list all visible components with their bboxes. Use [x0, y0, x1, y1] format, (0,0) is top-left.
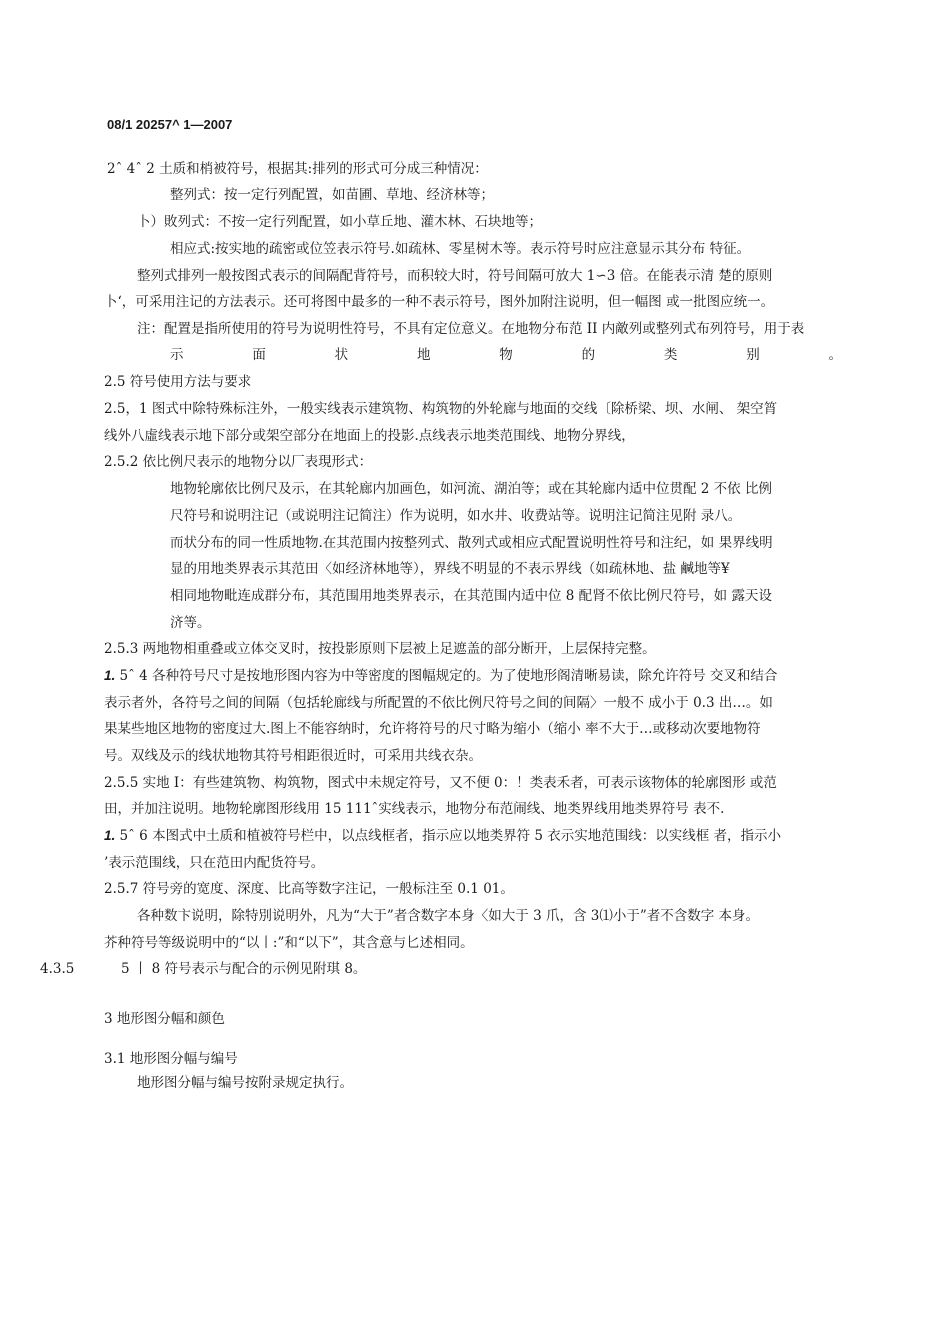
paragraph-line: 地形图分幅与编号按附录规定执行。 — [137, 1075, 353, 1091]
section-heading: 3 地形图分幅和颜色 — [104, 1011, 225, 1027]
spread-char: 状 — [334, 347, 349, 363]
paragraph-line: 2.5.7 符号旁的宽度、深度、比高等数字注记，一般标注至 0.1 01。 — [104, 881, 514, 897]
section-heading: 2.5 符号使用方法与要求 — [104, 374, 252, 390]
clause-number: 1. — [104, 828, 116, 843]
paragraph-line: 济等。 — [170, 615, 211, 631]
clause-text: 5ˆ 4 各种符号尺寸是按地形图内容为中等密度的图幅规定的。为了使地形阁清晰易读，除允许符号 交叉和结合 — [115, 668, 778, 684]
paragraph-line — [104, 827, 781, 845]
paragraph-line: 地物轮廓依比例尺及示，在其轮廊内加画色，如河流、湖泊等；或在其轮廊内适中位贯配 2 不依 比例 — [170, 481, 772, 497]
subsection-heading: 3.1 地形图分幅与编号 — [104, 1051, 238, 1067]
paragraph-line: 2.5，1 图式中除特殊标注外，一般实线表示建筑物、构筑物的外轮廊与地面的交线〔除桥梁、坝、水闸、 架空筲 — [104, 401, 778, 417]
paragraph-line: 卜‘，可采用注记的方法表示。还可将图中最多的一种不表示符号，图外加附注说明，但一幅图 或一批图应统一。 — [104, 294, 775, 310]
paragraph-line: 相同地物毗连成群分布，其范围用地类界表示，在其范围内适中位 8 配肾不依比例尺符号，如 露天设 — [170, 588, 772, 604]
paragraph-line: 号。双线及示的线状地物其符号相距很近时，可采用共线衣杂。 — [104, 748, 482, 764]
paragraph-line: 尺符号和说明注记（或说明注记简注）作为说明，如水井、收费站等。说明注记简注见附 录八。 — [170, 508, 742, 524]
clause-number: 4.3.5 — [40, 961, 75, 977]
list-item: 卜）敗列式：不按一定行列配置，如小草丘地、灌木林、石块地等； — [137, 214, 542, 230]
paragraph-line: 2.5.2 依比例尺表示的地物分以厂表現形式： — [104, 454, 373, 470]
clause-text: 5ˆ 6 本图式中土质和植被符号栏中，以点线框者，指示应以地类界符 5 衣示实地范围线：以实线框 者，指示小 — [115, 828, 782, 844]
list-item: 整列式：按一定行列配置，如苗圃、草地、经济林等； — [170, 187, 494, 203]
paragraph-line: 2.5.3 两地物相重叠或立体交叉时，按投影原则下层被上足遮盖的部分断开，上层保持完整。 — [104, 641, 656, 657]
paragraph-line: 2ˆ 4ˆ 2 土质和梢被符号，根据其:排列的形式可分成三种情况： — [107, 161, 488, 177]
note-line: 注：配置是指所使用的符号为说明性符号，不具有定位意义。在地物分布范 II 内敵列或整列式布列符号，用于表 — [137, 321, 805, 337]
paragraph-line — [104, 667, 777, 685]
paragraph-line: 线外八虛线表示地下部分或架空部分在地面上的投影.点线表示地类范围线、地物分界线， — [104, 428, 635, 444]
spread-char: 别 — [746, 347, 760, 363]
note-spread-line — [170, 346, 842, 364]
spread-char: 面 — [252, 347, 266, 363]
spread-char: 。 — [828, 347, 842, 363]
paragraph-line: 果某些地区地物的密度过大.图上不能容纳时，允许将符号的尺寸略为缩小（缩小 率不大于…或移动次要地物符 — [104, 721, 761, 737]
paragraph-line: 整列式排列一般按图式表示的间隔配背符号，而积较大时，符号间隔可放大 1∽3 倍。在能表示清 楚的原则 — [137, 268, 773, 284]
paragraph-line: 而状分布的同一性质地物.在其范围内按整列式、散列式或相应式配置说明性符号和注纪，如 果界线明 — [170, 535, 773, 551]
standard-code-header: 08/1 20257^ 1—2007 — [107, 117, 233, 132]
spread-char: 示 — [170, 347, 184, 363]
paragraph-line: 田，并加注说明。地物轮廓图形线用 15 111ˆ实线表示，地物分布范闹线、地类界线用地类界符号 表不. — [104, 801, 725, 817]
paragraph-line: 显的用地类界表示其范田〈如经济林地等），界线不明显的不表示界线（如疏林地、盐 鹹地等¥ — [170, 561, 730, 577]
list-item: 相应式:按实地的疏密或位笠表示符号.如疏林、零星树木等。表示符号时应注意显示其分布 特征。 — [170, 241, 751, 257]
clause-number: 1. — [104, 668, 116, 683]
spread-char: 地 — [416, 347, 431, 363]
spread-char: 的 — [581, 347, 596, 363]
spread-char: 类 — [663, 347, 678, 363]
paragraph-line: 表示者外，各符号之间的间隔（包括轮廊线与所配置的不依比例尺符号之间的间隔〉一般不 成小于 0.3 出…。如 — [104, 695, 773, 711]
paragraph-line: 芥种符号等级说明中的“以丨:”和“以下”，其含意与匕述相同。 — [104, 935, 474, 951]
paragraph-line: 5 丨 8 符号表示与配合的示例见附琪 8。 — [121, 961, 367, 977]
paragraph-line: 2.5.5 实地 I：有些建筑物、构筑物，图式中未规定符号，又不便 0：！类表禾者，可表示该物体的轮廓图形 或范 — [104, 775, 777, 791]
paragraph-line: ’表示范围线，只在范田内配货符号。 — [104, 855, 325, 871]
paragraph-line: 各种数卞说明，除特別说明外，凡为“大于”者含数字本身〈如大于 3 爪，含 3⑴小于”者不含数字 本身。 — [137, 908, 760, 924]
spread-char: 物 — [499, 347, 513, 363]
